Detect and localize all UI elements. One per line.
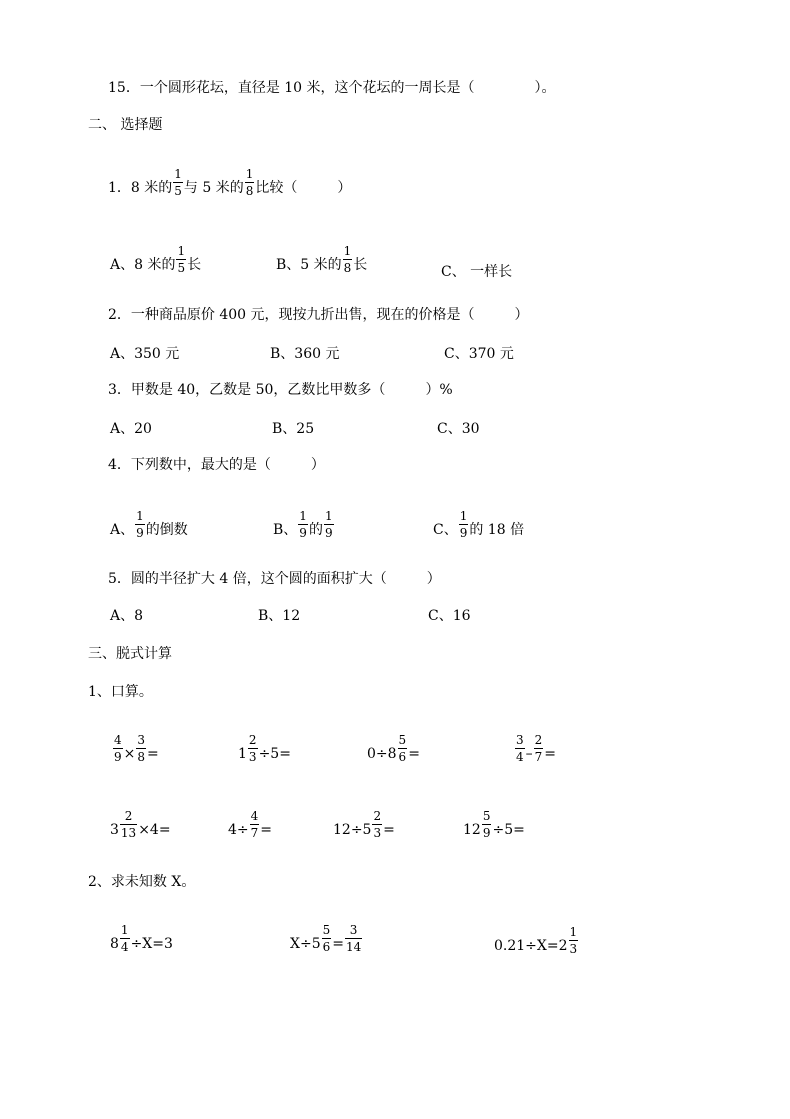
denominator: 9 [324,526,333,540]
numerator: 1 [120,923,129,937]
numerator: 5 [482,809,491,823]
question-text: 4．下列数中，最大的是（ [108,457,271,473]
option-c: C、16 [428,608,471,624]
question-15 [108,80,556,96]
operator: = [332,936,344,952]
expression-text: 0.21÷X=2 [494,938,568,954]
denominator: 5 [177,261,186,275]
denominator: 4 [120,940,129,954]
fraction [173,167,183,198]
denominator: 9 [114,750,122,764]
numerator: 1 [136,509,144,523]
option-text: 长 [187,257,202,273]
option-c [433,509,524,540]
denominator: 8 [137,750,146,764]
expression-text: ÷5= [258,746,291,762]
fraction [343,244,353,275]
fraction [372,809,382,840]
numerator: 3 [345,923,362,939]
option-b [273,509,335,540]
expression-text: ×4= [138,822,171,838]
denominator: 9 [482,826,491,840]
section-title-choice: 二、 选择题 [88,117,163,133]
choice-question-2 [108,307,529,323]
question-text: ） [337,180,352,196]
numerator: 3 [516,733,524,747]
option-b: B、360 元 [270,346,340,362]
question-text: ）% [425,382,453,398]
option-text: 的 [308,522,323,538]
numerator: 2 [373,809,382,823]
equation-1 [110,923,173,954]
question-text: 1．8 米的 [108,180,173,196]
numerator: 5 [322,923,331,937]
fraction [298,509,308,540]
option-text: 长 [353,257,368,273]
option-b [276,244,367,275]
expression-text: X÷5 [290,936,321,952]
numerator: 2 [248,733,257,747]
denominator: 3 [248,750,257,764]
oral-expression-2 [238,733,291,764]
option-a [110,244,201,275]
option-text: A、 [110,522,135,538]
oral-expression-1 [112,733,159,764]
fraction [245,167,255,198]
fraction [113,733,123,764]
operator: = [147,746,159,762]
denominator: 4 [516,750,524,764]
fraction [515,733,525,764]
denominator: 9 [459,526,468,540]
fraction [459,509,469,540]
expression-text: 4÷ [228,822,249,838]
whole-number: 1 [238,746,247,762]
subsection-title-solve: 2、求未知数 X。 [88,874,196,890]
operator: = [383,822,395,838]
question-text: 比较（ [255,180,298,196]
option-a: A、350 元 [110,346,180,362]
option-text: B、 [273,522,298,538]
whole-number: 8 [110,936,119,952]
operator: = [260,822,273,838]
denominator: 13 [120,826,137,840]
equation-2 [290,923,363,954]
numerator: 1 [299,509,307,523]
numerator: 4 [114,733,122,747]
oral-expression-8 [463,809,525,840]
numerator: 1 [459,509,468,523]
option-a: A、20 [110,421,152,437]
denominator: 8 [343,261,352,275]
choice-question-1 [108,167,351,198]
equation-3 [494,925,579,956]
fraction [324,509,334,540]
operator: = [544,746,557,762]
operator: – [525,746,533,762]
expression-text: ÷5= [492,822,525,838]
numerator: 1 [324,509,333,523]
denominator: 14 [345,940,362,954]
option-a: A、8 [110,608,144,624]
numerator: 1 [245,167,254,181]
option-text: C、 [433,522,458,538]
question-text: ） [426,571,441,587]
oral-expression-7 [333,809,395,840]
subsection-title-oral: 1、口算。 [88,684,153,700]
denominator: 7 [534,750,543,764]
denominator: 7 [250,826,259,840]
denominator: 3 [569,942,578,956]
numerator: 4 [250,809,259,823]
denominator: 3 [373,826,382,840]
question-text: ） [310,457,325,473]
question-text: ）。 [534,80,556,96]
fraction [482,809,492,840]
choice-question-3 [108,382,453,398]
numerator: 2 [120,809,137,825]
question-text: 与 5 米的 [183,180,244,196]
denominator: 6 [398,750,407,764]
option-b: B、25 [272,421,315,437]
oral-expression-5 [110,809,171,840]
option-c: C、370 元 [444,346,514,362]
whole-number: 12 [463,822,481,838]
expression-text: ÷X=3 [130,936,173,952]
option-a [110,509,188,540]
fraction [250,809,260,840]
operator: × [123,746,136,762]
question-text: 2．一种商品原价 400 元，现按九折出售，现在的价格是（ [108,307,475,323]
fraction [176,244,186,275]
expression-text: 0÷8 [367,746,397,762]
fraction [136,733,146,764]
section-title-calculation: 三、脱式计算 [88,646,172,662]
oral-expression-6 [228,809,272,840]
option-text: 的倒数 [145,522,188,538]
numerator: 1 [174,167,182,181]
denominator: 8 [245,184,254,198]
option-b: B、12 [258,608,301,624]
option-c: C、30 [437,421,480,437]
numerator: 1 [569,925,578,939]
option-text: B、5 米的 [276,257,342,273]
oral-expression-4 [514,733,556,764]
option-text: A、8 米的 [110,257,176,273]
fraction [248,733,258,764]
option-c: C、 一样长 [441,264,513,280]
expression-text: 12÷5 [333,822,372,838]
numerator: 5 [398,733,407,747]
option-text: 的 18 倍 [469,522,525,538]
numerator: 3 [137,733,146,747]
denominator: 5 [174,184,182,198]
fraction [398,733,408,764]
fraction [569,925,579,956]
choice-question-4 [108,457,325,473]
question-text: 15．一个圆形花坛，直径是 10 米，这个花坛的一周长是（ [108,80,475,96]
operator: = [408,746,420,762]
fraction [120,809,137,840]
whole-number: 3 [110,822,119,838]
oral-expression-3 [367,733,420,764]
choice-question-5 [108,571,441,587]
fraction [534,733,544,764]
numerator: 1 [177,244,186,258]
numerator: 1 [343,244,352,258]
fraction [322,923,332,954]
question-text: ） [514,307,529,323]
denominator: 9 [136,526,144,540]
fraction [345,923,362,954]
fraction [135,509,145,540]
denominator: 6 [322,940,331,954]
question-text: 5．圆的半径扩大 4 倍，这个圆的面积扩大（ [108,571,387,587]
denominator: 9 [299,526,307,540]
question-text: 3．甲数是 40，乙数是 50，乙数比甲数多（ [108,382,386,398]
fraction [120,923,130,954]
numerator: 2 [534,733,543,747]
